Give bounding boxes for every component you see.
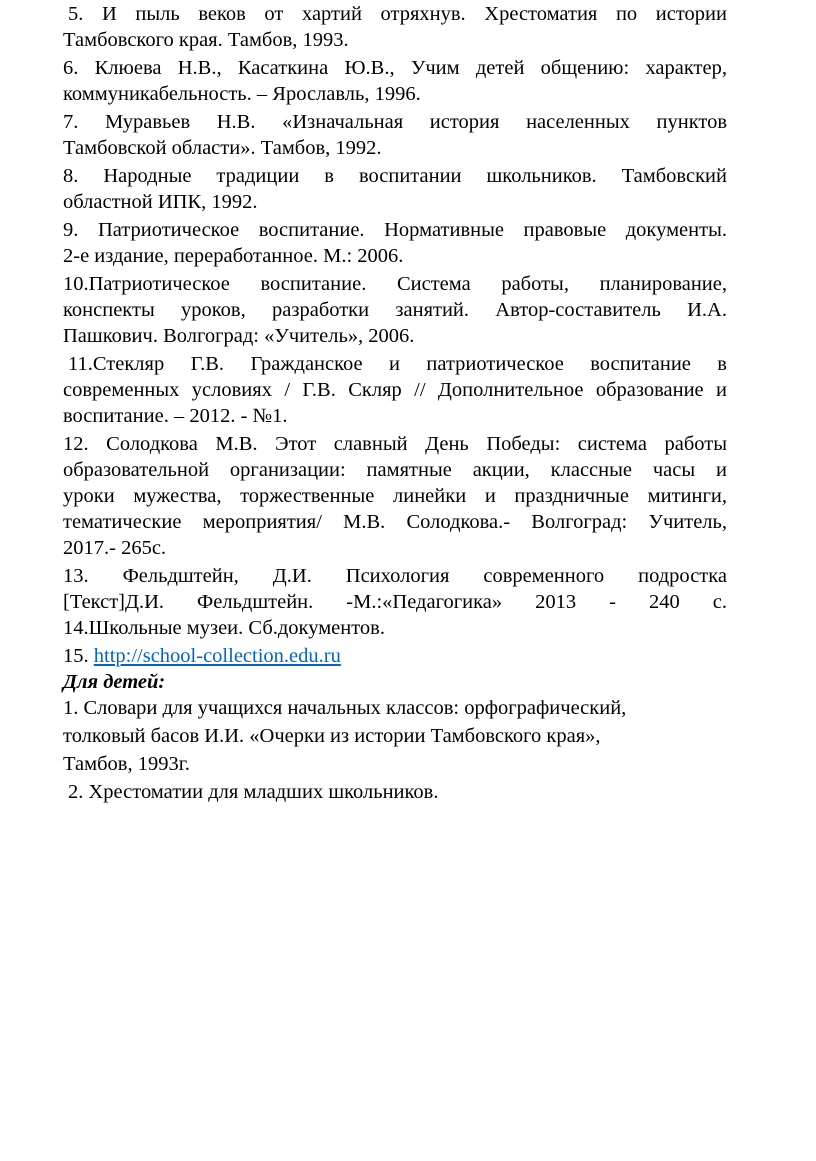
- reference-line: современных условиях / Г.В. Скляр // Дополнительное образование и: [63, 379, 727, 401]
- reference-line: 9. Патриотическое воспитание. Нормативные правовые документы.: [63, 219, 727, 241]
- reference-12: [63, 431, 727, 561]
- reference-line: 10.Патриотическое воспитание. Система работы, планирование,: [63, 273, 727, 295]
- reference-line: 5. И пыль веков от хартий отряхнув. Хрестоматия по истории: [68, 3, 727, 25]
- children-section-heading: Для детей:: [63, 671, 166, 693]
- reference-line: 2-е издание, переработанное. М.: 2006.: [63, 245, 404, 267]
- reference-line: 6. Клюева Н.В., Касаткина Ю.В., Учим детей общению: характер,: [63, 57, 727, 79]
- reference-line: тематические мероприятия/ М.В. Солодкова.- Волгоград: Учитель,: [63, 511, 727, 533]
- reference-line: 14.Школьные музеи. Сб.документов.: [63, 617, 385, 639]
- reference-line: толковый басов И.И. «Очерки из истории Тамбовского края»,: [63, 725, 601, 747]
- reference-10: [63, 271, 727, 349]
- school-collection-link[interactable]: http://school-collection.edu.ru: [93, 645, 341, 667]
- children-reference-1: [63, 695, 727, 777]
- reference-line: 8. Народные традиции в воспитании школьников. Тамбовский: [63, 165, 727, 187]
- reference-9: [63, 217, 727, 269]
- reference-line: Тамбовской области». Тамбов, 1992.: [63, 137, 382, 159]
- reference-line: воспитание. – 2012. - №1.: [63, 405, 288, 427]
- reference-line: уроки мужества, торжественные линейки и праздничные митинги,: [63, 485, 727, 507]
- reference-15-prefix: 15.: [63, 645, 89, 667]
- reference-line: 11.Стекляр Г.В. Гражданское и патриотическое воспитание в: [68, 353, 727, 375]
- reference-6: [63, 55, 727, 107]
- document-page: [63, 0, 727, 805]
- reference-11: [63, 351, 727, 429]
- reference-8: [63, 163, 727, 215]
- reference-5: [63, 1, 727, 53]
- reference-line: Тамбовского края. Тамбов, 1993.: [63, 29, 349, 51]
- reference-line: областной ИПК, 1992.: [63, 191, 258, 213]
- children-reference-2: [63, 779, 727, 805]
- reference-line: коммуникабельность. – Ярославль, 1996.: [63, 83, 421, 105]
- reference-15: [63, 643, 727, 669]
- reference-line: Тамбов, 1993г.: [63, 753, 190, 775]
- reference-13: [63, 563, 727, 641]
- reference-line: 7. Муравьев Н.В. «Изначальная история населенных пунктов: [63, 111, 727, 133]
- reference-line: Пашкович. Волгоград: «Учитель», 2006.: [63, 325, 415, 347]
- reference-7: [63, 109, 727, 161]
- reference-line: 1. Словари для учащихся начальных классов: орфографический,: [63, 697, 627, 719]
- reference-line: [Текст]Д.И. Фельдштейн. -М.:«Педагогика» 2013 - 240 с.: [63, 591, 727, 613]
- reference-line: 2017.- 265с.: [63, 537, 167, 559]
- reference-line: 2. Хрестоматии для младших школьников.: [68, 781, 439, 803]
- reference-line: конспекты уроков, разработки занятий. Автор-составитель И.А.: [63, 299, 727, 321]
- reference-line: 12. Солодкова М.В. Этот славный День Победы: система работы: [63, 433, 727, 455]
- reference-line: образовательной организации: памятные акции, классные часы и: [63, 459, 727, 481]
- reference-line: 13. Фельдштейн, Д.И. Психология современного подростка: [63, 565, 727, 587]
